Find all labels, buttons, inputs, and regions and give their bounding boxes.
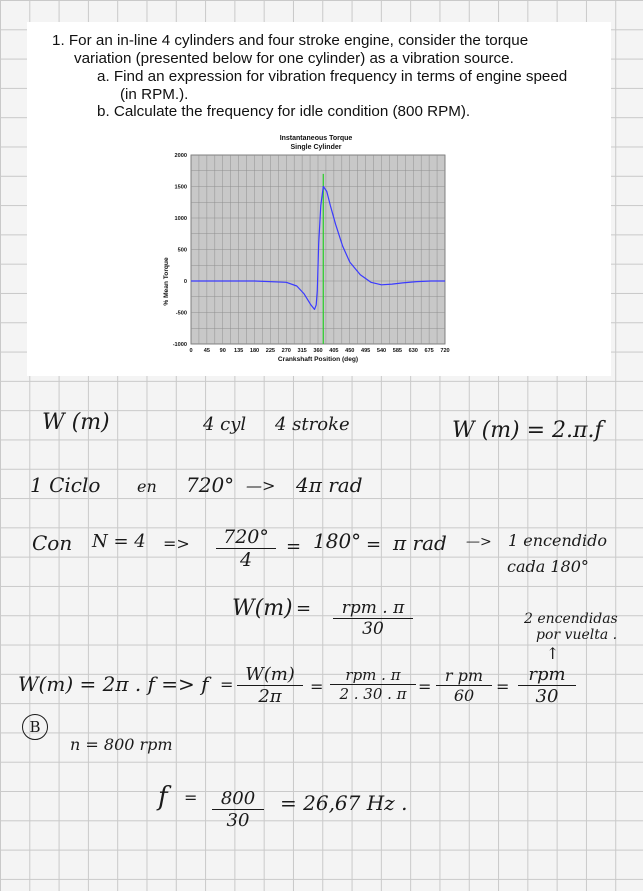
note-1-ciclo: 1 Ciclo: [30, 473, 101, 497]
fraction-w-over-2pi: [237, 664, 303, 707]
fraction-denominator: 2 . 30 . π: [339, 685, 407, 703]
y-axis-label: % Mean Torque: [163, 257, 170, 306]
note-equals-5: =: [310, 677, 324, 696]
note-2-encendidas: 2 encendidas: [524, 611, 618, 627]
fraction-denominator: 30: [362, 619, 384, 639]
fraction-numerator: r pm: [436, 666, 492, 686]
torque-chart: [27, 22, 611, 376]
x-tick-label: 45: [203, 348, 210, 354]
note-up-arrow: ↑: [546, 644, 560, 663]
note-w-m-frequency: W(m) = 2π . f => f: [18, 672, 209, 696]
x-tick-label: 315: [297, 348, 307, 354]
y-tick-label: 500: [177, 247, 187, 254]
note-arrow-1: —>: [246, 476, 276, 495]
fraction-denominator: 60: [453, 686, 475, 705]
x-tick-label: 405: [329, 348, 339, 354]
x-tick-label: 540: [376, 348, 387, 354]
x-tick-label: 675: [424, 348, 434, 354]
fraction-numerator: rpm . π: [330, 666, 416, 685]
fraction-denominator: 30: [226, 810, 250, 831]
question-part-a: a. Find an expression for vibration frequency in terms of engine speed: [97, 68, 568, 85]
fraction-denominator: 30: [535, 686, 559, 707]
note-f: f: [158, 782, 168, 812]
note-equals-8: =: [184, 788, 198, 807]
x-tick-label: 720: [440, 348, 450, 354]
y-tick-label: 1500: [174, 184, 187, 191]
part-b-circle: B: [22, 714, 48, 740]
x-axis-label: Crankshaft Position (deg): [277, 356, 359, 363]
question-line-2: variation (presented below for one cylinder) as a vibration source.: [74, 50, 514, 67]
x-tick-label: 450: [345, 348, 355, 354]
x-tick-label: 225: [265, 348, 276, 354]
note-equals-6: =: [418, 677, 432, 696]
note-n-equals-4: N = 4: [92, 531, 146, 552]
note-implies-1: =>: [163, 534, 190, 553]
x-tick-label: 495: [360, 348, 371, 354]
fraction-numerator: rpm . π: [333, 598, 413, 619]
fraction-denominator: 4: [239, 549, 253, 571]
note-n-800-rpm: n = 800 rpm: [70, 735, 173, 754]
y-tick-label: 0: [183, 279, 187, 285]
question-part-a-cont: (in RPM.).: [120, 86, 189, 103]
note-con: Con: [32, 531, 73, 555]
y-tick-label: -500: [175, 310, 187, 317]
fraction-numerator: 800: [212, 788, 264, 810]
note-4-cyl: 4 cyl: [203, 414, 247, 435]
y-tick-label: 1000: [174, 216, 187, 222]
note-equals-3: =: [296, 598, 312, 619]
note-720: 720°: [186, 473, 235, 497]
fraction-720-over-4: [216, 526, 276, 571]
fraction-rpm-over-30: [518, 664, 576, 707]
note-por-vuelta: por vuelta .: [536, 627, 618, 643]
question-sheet: [27, 22, 611, 376]
x-tick-label: 270: [281, 348, 291, 354]
x-tick-label: 180: [249, 348, 260, 354]
x-tick-label: 0: [189, 348, 193, 354]
x-tick-label: 135: [233, 348, 244, 354]
note-w-formula: W (m) = 2.π.f: [452, 418, 603, 443]
note-arrow-2: —>: [466, 534, 492, 550]
note-w-m: W (m): [42, 410, 110, 435]
note-pi-rad: π rad: [393, 531, 447, 555]
note-1-encendido: 1 encendido: [508, 531, 608, 550]
note-4pi-rad: 4π rad: [296, 473, 363, 497]
fraction-rpm-pi-over-30: [333, 598, 413, 639]
fraction-rpm-pi-over-60pi: [330, 666, 416, 703]
x-tick-label: 360: [313, 348, 323, 354]
note-4-stroke: 4 stroke: [275, 414, 350, 435]
note-equals-1: =: [286, 536, 302, 557]
fraction-numerator: 720°: [216, 526, 276, 549]
fraction-numerator: W(m): [237, 664, 303, 686]
note-180: 180°: [313, 529, 362, 553]
x-tick-label: 585: [392, 348, 403, 354]
question-line-1: 1. For an in-line 4 cylinders and four stroke engine, consider the torque: [52, 32, 529, 49]
note-equals-2: =: [366, 534, 382, 555]
note-equals-7: =: [496, 677, 510, 696]
x-tick-label: 90: [219, 348, 226, 354]
y-tick-label: 2000: [174, 153, 187, 159]
fraction-rpm-over-60: [436, 666, 492, 705]
question-part-b: b. Calculate the frequency for idle condition (800 RPM).: [97, 103, 471, 120]
fraction-numerator: rpm: [518, 664, 576, 686]
x-tick-label: 630: [408, 348, 418, 354]
note-equals-4: =: [220, 675, 234, 694]
chart-title: Instantaneous Torque: [279, 135, 353, 142]
note-en: en: [137, 477, 157, 496]
note-result-hz: = 26,67 Hz .: [280, 791, 408, 815]
y-tick-label: -1000: [172, 342, 187, 348]
note-cada-180: cada 180°: [507, 557, 589, 576]
fraction-800-over-30: [212, 788, 264, 831]
note-w-m-2: W(m): [232, 596, 293, 621]
fraction-denominator: 2π: [258, 686, 282, 707]
chart-subtitle: Single Cylinder: [290, 144, 342, 151]
